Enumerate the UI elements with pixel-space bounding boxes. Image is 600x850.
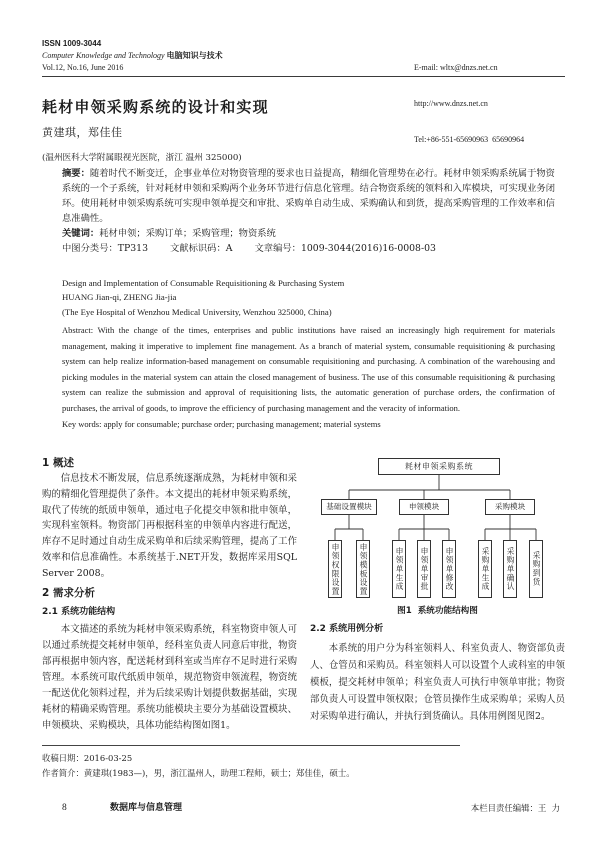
affiliation-en: (The Eye Hospital of Wenzhou Medical University, Wenzhou 325000, China) [62,307,332,317]
header-divider [42,76,565,77]
journal-header-left [42,38,223,74]
page-number: 8 [62,803,67,813]
diagram-module-purchasing: 采购模块 [485,499,535,515]
abstract-en-text: With the change of the times, enterprises and public institutions have raised an increasingly high requirement for materials management, making it imperative to implement fine management. As a branch of material system, consumable requisitioning & purchasing system can help realize information-based management on consumable requisitioning and purchasing. A combination of the warehousing and picking modules in the material system can attain the closed management of business. The use of this consumable requisitioning & purchasing system can realize the submission and approval of requisitioning lists, the automatic generation of purchase orders, the confirmation of purchases, the arrival of goods, to improve the efficiency of purchasing management and the veracity of information. [62,325,555,413]
article-number: 文章编号：1009-3044(2016)16-0008-03 [254,243,436,254]
right-column [310,452,565,725]
received-date: 收稿日期：2016-03-25 [42,753,133,763]
section-2-1-body: 本文描述的系统为耗材申领采购系统，科室物资申领人可以通过系统提交耗材申领单，经科室负责人同意后审批，物资部再根据申领内容，配送耗材到科室或当库存不足时进行采购管理。本系统可取代纸质申领单，规范物资申领流程，物资统一配送优化领料过程，并为后续采购计划提供数据基础，实现耗材的精确采购管理。系统功能模块主要分为基础设置模块、申领模块、采购模块，具体功能结构图如图1。 [42,623,297,731]
diagram-child-node [442,540,456,598]
section-1-heading: 1 概述 [42,457,74,469]
section-2-heading: 2 需求分析 [42,586,95,599]
figure-1-caption: 图1 系统功能结构图 [397,606,478,616]
abstract-cn-label: 摘要： [62,168,90,179]
section-2-2-heading: 2.2 系统用例分析 [310,624,384,634]
keywords-en-text: apply for consumable; purchase order; purchasing management; material systems [103,418,381,429]
classification-line [62,241,555,256]
diagram-child-label: 申领模板设置 [359,542,368,596]
abstract-cn-text: 随着时代不断变迁，企事业单位对物资管理的要求也日益提高，精细化管理势在必行。耗材申领采购系统属于物资系统的一个子系统，针对耗材申领和采购两个业务环节进行信息化管理。结合物资系统的领料和入库模块，可实现业务闭环。使用耗材申领采购系统可实现申领单提交和审批、采购单自动生成、采购确认和到货，提高采购管理的工作效率和信息准确性。 [62,168,555,224]
abstract-en [62,323,555,417]
abstract-en-label: Abstract: [62,325,94,335]
paper-title-cn: 耗材申领采购系统的设计和实现 [42,98,269,116]
footnote-divider [42,745,460,746]
document-code: 文献标识码：A [169,243,233,254]
section-2-2-body: 本系统的用户分为科室领料人、科室负责人、物资部负责人、仓管员和采购员。科室领料人可以设置个人或科室的申领模板，提交耗材申领单；科室负责人可执行申领单审批；物资部负责人可设置申领权限；仓管员操作生成采购单；采购人员对采购单进行确认，并执行到货确认。具体用例图见图2。 [310,643,565,722]
diagram-child-label: 采购单确认 [506,547,515,591]
section-1-body: 信息技术不断发展，信息系统逐渐成熟，为耗材申领和采购的精细化管理提供了条件。本文提出的耗材申领采购系统，取代了传统的纸质申领单，通过电子化提交申领和批申领单，实现科室领料。物资部门再根据科室的申领单内容进行配送，库存不足时通过自动生成采购单和后续采购管理，提高了工作效率和信息准确性。本系统基于.NET开发，数据库采用SQL Server 2008。 [42,473,297,579]
keywords-cn-label: 关键词： [62,228,100,239]
diagram-module-requisition: 申领模块 [399,499,449,515]
diagram-child-node [417,540,431,598]
section-2-1-heading: 2.1 系统功能结构 [42,606,116,617]
diagram-child-label: 采购到货 [532,551,541,587]
journal-email: E-mail: wltx@dnzs.net.cn [414,63,498,72]
diagram-child-node [503,540,517,598]
front-matter [42,97,565,432]
diagram-root-node: 耗材申领采购系统 [378,458,500,475]
diagram-child-label: 申领单审批 [420,547,429,591]
journal-website: http://www.dnzs.net.cn [414,99,488,108]
paper-title-en: Design and Implementation of Consumable Requisitioning & Purchasing System [62,278,345,288]
diagram-child-node [392,540,406,598]
clc-number: 中图分类号：TP313 [62,243,148,254]
keywords-en [62,417,555,432]
volume-info: Vol.12, No.16, June 2016 [42,63,124,72]
diagram-child-node [328,540,342,598]
diagram-child-label: 申领单修改 [445,547,454,591]
diagram-child-node [478,540,492,598]
author-biography: 作者简介：黄建琪(1983—)，男，浙江温州人，助理工程师，硕士；郑佳佳，硕士。 [42,768,355,778]
diagram-child-node [356,540,370,598]
journal-name-line [42,50,223,62]
authors-cn: 黄建琪，郑佳佳 [42,126,123,139]
authors-en: HUANG Jian-qi, ZHENG Jia-jia [62,292,177,302]
journal-name-en: Computer Knowledge and Technology [42,51,165,60]
column-editor: 本栏目责任编辑：王 力 [470,803,560,813]
affiliation-cn: (温州医科大学附属眼视光医院，浙江 温州 325000) [42,153,242,163]
column-name: 数据库与信息管理 [110,803,183,813]
diagram-child-label: 采购单生成 [481,547,490,591]
diagram-child-label: 申领权限设置 [331,542,340,596]
page-footer-left [62,801,182,815]
diagram-child-node [529,540,543,598]
abstract-cn [62,166,555,226]
figure-1-structure-diagram [310,452,565,604]
issn: ISSN 1009-3044 [42,39,102,48]
keywords-cn [62,226,555,241]
left-column [42,452,297,734]
journal-name-cn: 电脑知识与技术 [166,51,223,60]
keywords-en-label: Key words: [62,418,102,429]
journal-tel: Tel:+86-551-65690963 65690964 [414,135,525,144]
keywords-cn-text: 耗材申领；采购订单；采购管理；物资系统 [99,228,276,239]
diagram-child-label: 申领单生成 [395,547,404,591]
diagram-module-basic-settings: 基础设置模块 [321,499,377,515]
